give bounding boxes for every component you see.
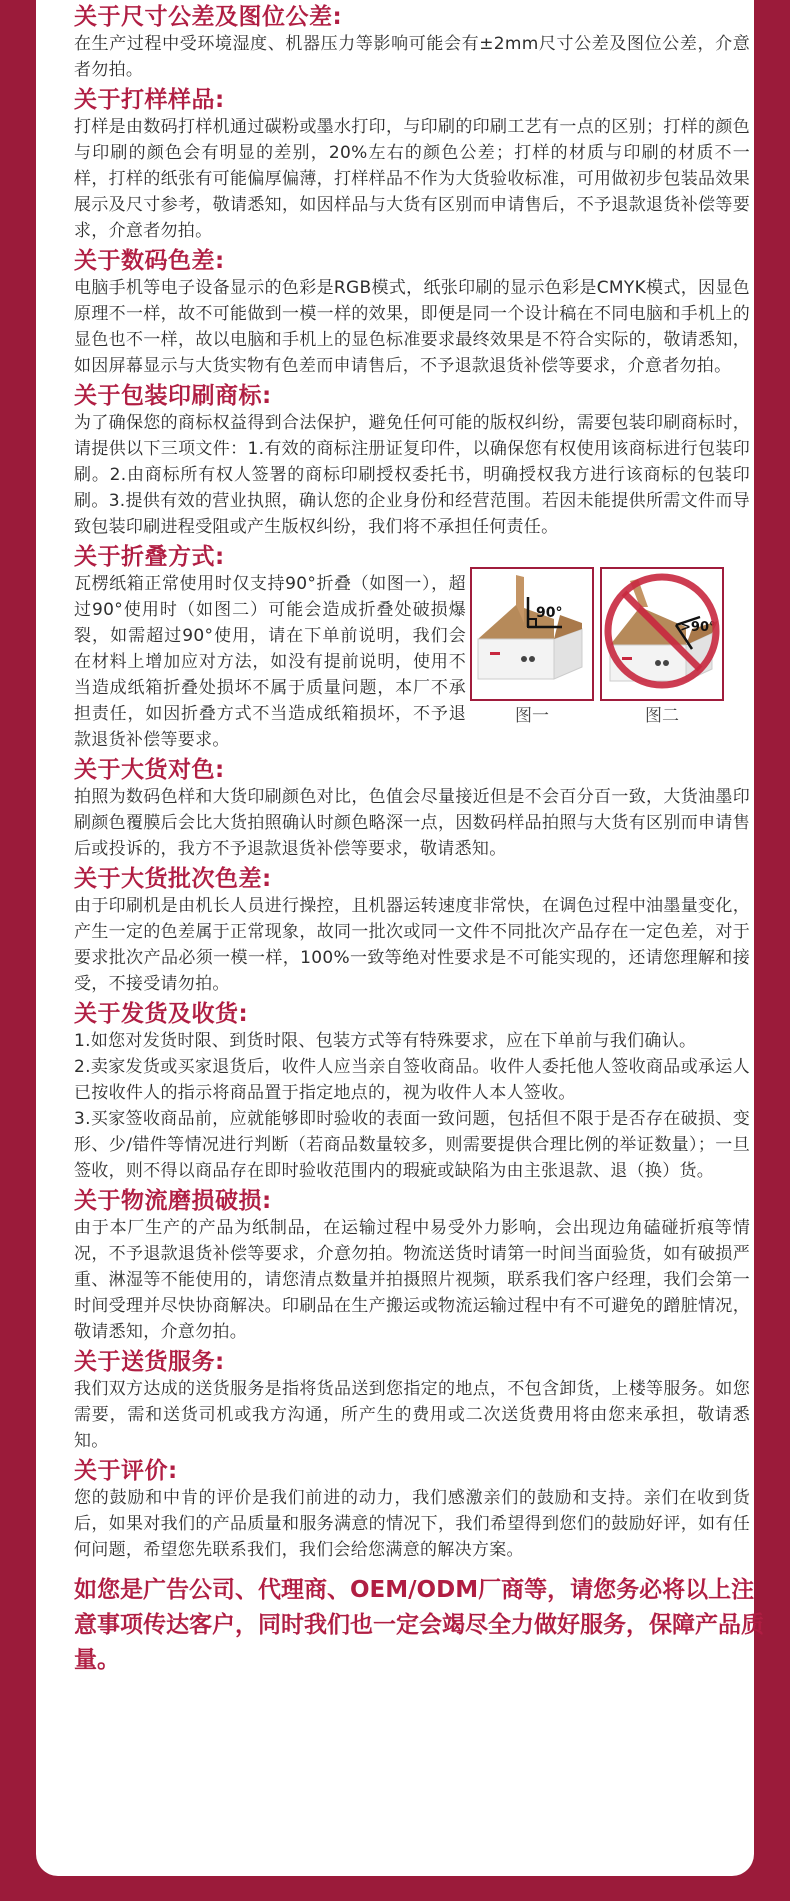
fold-over-90-illustration — [600, 567, 724, 701]
section-title: 关于数码色差: — [74, 248, 225, 274]
section-title: 关于大货批次色差: — [74, 866, 272, 892]
section-reviews — [74, 1457, 750, 1563]
folding-figures — [470, 567, 730, 753]
section-title: 关于大货对色: — [74, 757, 225, 783]
section-body: 由于印刷机是由机长人员进行操控，且机器运转速度非常快，在调色过程中油墨量变化，产生一定的色差属于正常现象，故同一批次或同一文件不同批次产品存在一定色差，对于要求批次产品必须一模一样，100%一致等绝对性要求是不可能实现的，还请您理解和接受，不接受请勿拍。 — [74, 896, 750, 994]
section-body: 由于本厂生产的产品为纸制品，在运输过程中易受外力影响，会出现边角磕碰折痕等情况，不予退款退货补偿等要求，介意勿拍。物流送货时请第一时间当面验货，如有破损严重、淋湿等不能使用的，请您清点数量并拍摄照片视频，联系我们客户经理，我们会第一时间受理并尽快协商解决。印刷品在生产搬运或物流运输过程中有不可避免的蹭脏情况，敬请悉知，介意勿拍。 — [74, 1218, 750, 1342]
delivery-item: 1.如您对发货时限、到货时限、包装方式等有特殊要求，应在下单前与我们确认。 — [74, 1031, 697, 1051]
section-batch-color — [74, 865, 750, 997]
section-body: 您的鼓励和中肯的评价是我们前进的动力，我们感激亲们的鼓励和支持。亲们在收到货后，如果对我们的产品质量和服务满意的情况下，我们希望得到您们的鼓励好评，如有任何问题，希望您先联系我们，我们会给您满意的解决方案。 — [74, 1488, 750, 1560]
section-logistics-damage — [74, 1187, 750, 1345]
section-proof-sample — [74, 86, 750, 244]
section-body: 拍照为数码色样和大货印刷颜色对比，色值会尽量接近但是不会百分百一致，大货油墨印刷颜色覆膜后会比大货拍照确认时颜色略深一点，因数码样品拍照与大货有区别而申请售后或投诉的，我方不予退款退货补偿等要求，敬请悉知。 — [74, 787, 750, 859]
figure-one-caption: 图一 — [515, 706, 549, 726]
section-size-tolerance — [74, 3, 750, 83]
section-body: 为了确保您的商标权益得到合法保护，避免任何可能的版权纠纷，需要包装印刷商标时，请提供以下三项文件：1.有效的商标注册证复印件，以确保您有权使用该商标进行包装印刷。2.由商标所有权人签署的商标印刷授权委托书，明确授权我方进行该商标的包装印刷。3.提供有效的营业执照，确认您的企业身份和经营范围。若因未能提供所需文件而导致包装印刷进程受阻或产生版权纠纷，我们将不承担任何责任。 — [74, 413, 750, 537]
section-title: 关于包装印刷商标: — [74, 383, 272, 409]
section-title: 关于尺寸公差及图位公差: — [74, 4, 343, 30]
section-title: 关于评价: — [74, 1458, 178, 1484]
section-body: 电脑手机等电子设备显示的色彩是RGB模式，纸张印刷的显示色彩是CMYK模式，因显色原理不一样，故不可能做到一模一样的效果，即便是同一个设计稿在不同电脑和手机上的显色也不一样，故以电脑和手机上的显色标准要求最终效果是不符合实际的，敬请悉知，如因屏幕显示与大货实物有色差而申请售后，不予退款退货补偿等要求，介意者勿拍。 — [74, 278, 750, 376]
section-title: 关于发货及收货: — [74, 1001, 249, 1027]
figure-two — [600, 567, 724, 753]
figure-one — [470, 567, 594, 753]
folding-row — [74, 571, 750, 753]
fold-90-illustration — [470, 567, 594, 701]
section-folding — [74, 543, 750, 753]
notice-card — [36, 0, 764, 1876]
section-delivery — [74, 1000, 750, 1184]
fig2-angle-label: >90° — [680, 620, 716, 635]
notice-content — [74, 0, 764, 1678]
section-bulk-color — [74, 756, 750, 862]
section-title: 关于折叠方式: — [74, 544, 225, 570]
closing-statement: 如您是广告公司、代理商、OEM/ODM厂商等，请您务必将以上注意事项传达客户，同时我们也一定会竭尽全力做好服务，保障产品质量。 — [74, 1577, 764, 1673]
section-trademark — [74, 382, 750, 540]
fig1-angle-label: 90° — [536, 605, 563, 621]
section-body: 打样是由数码打样机通过碳粉或墨水打印，与印刷的印刷工艺有一点的区别；打样的颜色与印刷的颜色会有明显的差别，20%左右的颜色公差；打样的材质与印刷的材质不一样，打样的纸张有可能偏厚偏薄，打样样品不作为大货验收标准，可用做初步包装品效果展示及尺寸参考，敬请悉知，如因样品与大货有区别而申请售后，不予退款退货补偿等要求，介意者勿拍。 — [74, 117, 750, 241]
section-body: 我们双方达成的送货服务是指将货品送到您指定的地点，不包含卸货，上楼等服务。如您需要，需和送货司机或我方沟通，所产生的费用或二次送货费用将由您来承担，敬请悉知。 — [74, 1379, 750, 1451]
section-digital-color — [74, 247, 750, 379]
delivery-item: 3.买家签收商品前，应就能够即时验收的表面一致问题，包括但不限于是否存在破损、变形、少/错件等情况进行判断（若商品数量较多，则需要提供合理比例的举证数量）；一旦签收，则不得以商品存在即时验收范围内的瑕疵或缺陷为由主张退款、退（换）货。 — [74, 1109, 750, 1181]
section-title: 关于物流磨损破损: — [74, 1188, 272, 1214]
delivery-item: 2.卖家发货或买家退货后，收件人应当亲自签收商品。收件人委托他人签收商品或承运人已按收件人的指示将商品置于指定地点的，视为收件人本人签收。 — [74, 1057, 750, 1103]
section-title: 关于送货服务: — [74, 1349, 225, 1375]
section-title: 关于打样样品: — [74, 87, 225, 113]
figure-two-caption: 图二 — [645, 706, 679, 726]
section-body: 瓦楞纸箱正常使用时仅支持90°折叠（如图一），超过90°使用时（如图二）可能会造成折叠处破损爆裂，如需超过90°使用，请在下单前说明，我们会在材料上增加应对方法，如没有提前说明，使用不当造成纸箱折叠处损坏不属于质量问题，本厂不承担责任，如因折叠方式不当造成纸箱损坏，不予退款退货补偿等要求。 — [74, 574, 466, 750]
section-body: 在生产过程中受环境湿度、机器压力等影响可能会有±2mm尺寸公差及图位公差，介意者勿拍。 — [74, 34, 750, 80]
section-delivery-service — [74, 1348, 750, 1454]
